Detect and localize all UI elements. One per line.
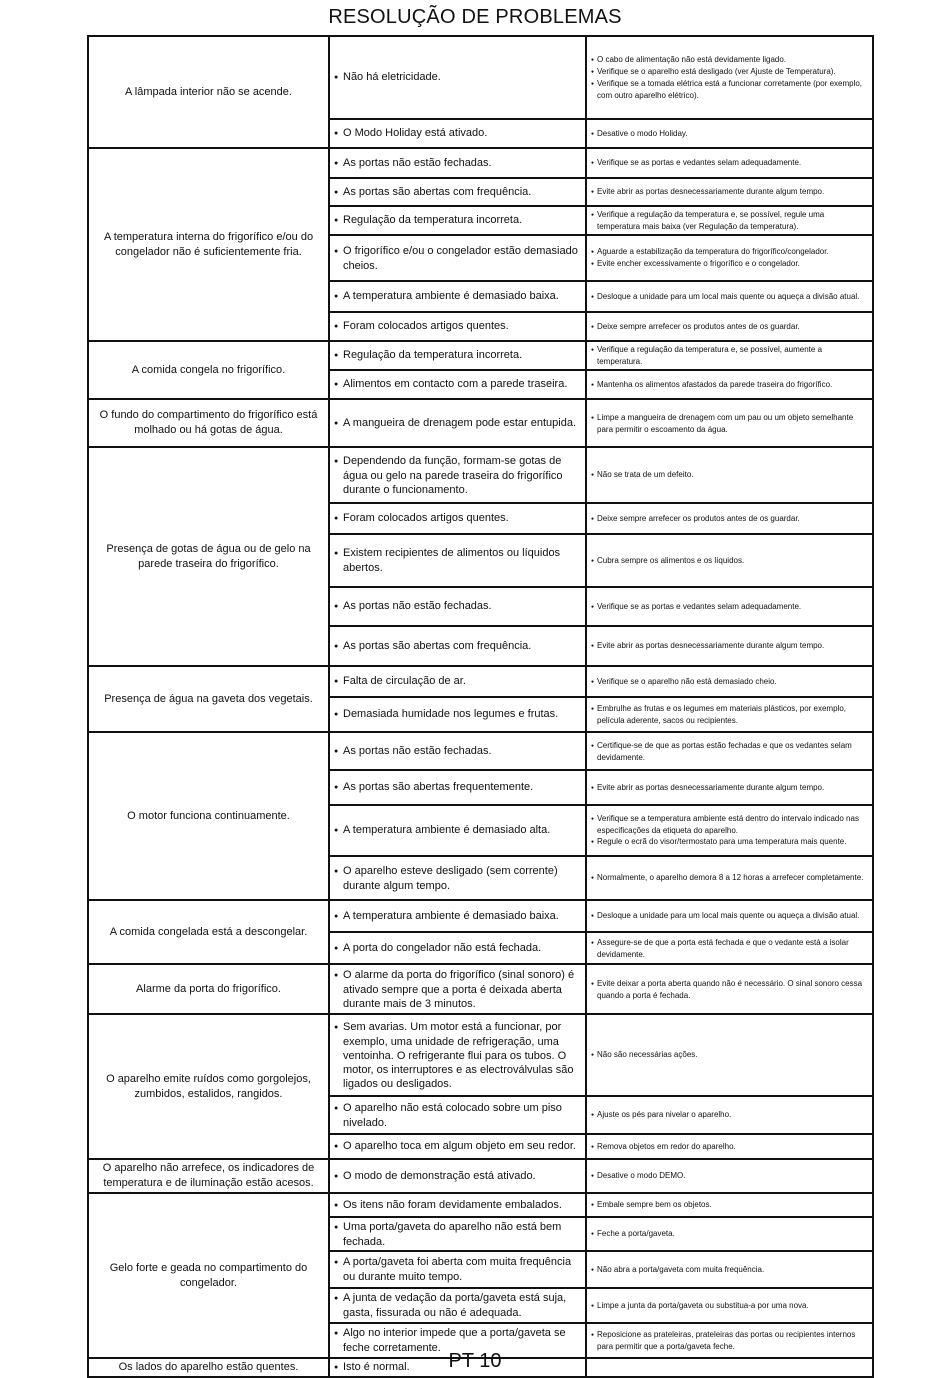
solution-cell <box>586 626 873 666</box>
solution-cell <box>586 206 873 235</box>
solution-text: ● Regule o ecrã do visor/termostato para uma temperatura mais quente. <box>591 836 868 848</box>
cause-cell <box>329 666 586 697</box>
cause-text: ● Falta de circulação de ar. <box>334 674 581 689</box>
cause-text: ● As portas são abertas frequentemente. <box>334 780 581 795</box>
solution-cell <box>586 1159 873 1193</box>
solution-text: ● Evite encher excessivamente o frigorífico e o congelador. <box>591 258 868 270</box>
cause-cell <box>329 1096 586 1134</box>
cause-cell <box>329 178 586 206</box>
solution-text: ● Deixe sempre arrefecer os produtos antes de os guardar. <box>591 513 868 525</box>
solution-cell <box>586 534 873 587</box>
cause-cell <box>329 587 586 626</box>
solution-text: ● Verifique a regulação da temperatura e, se possível, regule uma temperatura mais baixa (ver Regulação da temperatura). <box>591 209 868 232</box>
cause-cell <box>329 1159 586 1193</box>
cause-cell <box>329 932 586 964</box>
solution-cell <box>586 119 873 148</box>
cause-cell <box>329 370 586 399</box>
solution-cell <box>586 697 873 732</box>
solution-cell <box>586 1251 873 1288</box>
cause-cell <box>329 626 586 666</box>
cause-cell <box>329 281 586 312</box>
table-row <box>88 1159 873 1193</box>
cause-text: ● O alarme da porta do frigorífico (sinal sonoro) é ativado sempre que a porta é deixada aberta durante mais de 3 minutos. <box>334 968 581 1011</box>
solution-text: ● Embrulhe as frutas e os legumes em materiais plásticos, por exemplo, película aderente, sacos ou recipientes. <box>591 703 868 726</box>
solution-text: ● Evite abrir as portas desnecessariamente durante algum tempo. <box>591 186 868 198</box>
cause-text: ● Demasiada humidade nos legumes e frutas. <box>334 707 581 722</box>
solution-cell <box>586 148 873 178</box>
solution-cell <box>586 235 873 281</box>
solution-text: ● Verifique se a temperatura ambiente está dentro do intervalo indicado nas especificações da etiqueta do aparelho. <box>591 813 868 836</box>
cause-text: ● As portas não estão fechadas. <box>334 599 581 614</box>
solution-text: ● Desative o modo Holiday. <box>591 128 868 140</box>
solution-cell <box>586 1096 873 1134</box>
cause-text: ● A junta de vedação da porta/gaveta está suja, gasta, fissurada ou não é adequada. <box>334 1291 581 1320</box>
problem-cell: Os lados do aparelho estão quentes. <box>88 1358 329 1377</box>
cause-cell <box>329 900 586 932</box>
cause-text: ● A temperatura ambiente é demasiado baixa. <box>334 289 581 304</box>
cause-cell <box>329 1217 586 1251</box>
page-title: RESOLUÇÃO DE PROBLEMAS <box>328 6 622 28</box>
problem-cell: Alarme da porta do frigorífico. <box>88 964 329 1014</box>
cause-text: ● A mangueira de drenagem pode estar entupida. <box>334 416 581 431</box>
solution-cell <box>586 666 873 697</box>
problem-cell: Presença de gotas de água ou de gelo na parede traseira do frigorífico. <box>88 447 329 666</box>
cause-text: ● O frigorífico e/ou o congelador estão demasiado cheios. <box>334 244 581 273</box>
problem-cell: Gelo forte e geada no compartimento do congelador. <box>88 1193 329 1358</box>
problem-cell: O aparelho não arrefece, os indicadores de temperatura e de iluminação estão acesos. <box>88 1159 329 1193</box>
problem-cell: A lâmpada interior não se acende. <box>88 36 329 148</box>
cause-text: ● As portas não estão fechadas. <box>334 744 581 759</box>
solution-text: ● Cubra sempre os alimentos e os líquidos. <box>591 555 868 567</box>
problem-cell: A comida congelada está a descongelar. <box>88 900 329 964</box>
problem-cell: O fundo do compartimento do frigorífico está molhado ou há gotas de água. <box>88 399 329 447</box>
cause-cell <box>329 1014 586 1096</box>
cause-cell <box>329 447 586 503</box>
cause-cell <box>329 312 586 341</box>
solution-cell <box>586 932 873 964</box>
cause-cell <box>329 503 586 534</box>
solution-cell <box>586 1193 873 1217</box>
solution-cell <box>586 770 873 805</box>
cause-text: ● Algo no interior impede que a porta/gaveta se feche corretamente. <box>334 1326 581 1355</box>
solution-text: ● Evite abrir as portas desnecessariamente durante algum tempo. <box>591 640 868 652</box>
solution-text: ● Aguarde a estabilização da temperatura do frigorífico/congelador. <box>591 246 868 258</box>
solution-text: ● Embale sempre bem os objetos. <box>591 1199 868 1211</box>
solution-text: ● Feche a porta/gaveta. <box>591 1228 868 1240</box>
cause-cell <box>329 697 586 732</box>
table-row <box>88 399 873 447</box>
solution-cell <box>586 1217 873 1251</box>
problem-cell: A comida congela no frigorífico. <box>88 341 329 399</box>
cause-text: ● Isto é normal. <box>334 1360 581 1375</box>
solution-text: ● Não se trata de um defeito. <box>591 469 868 481</box>
cause-text: ● Regulação da temperatura incorreta. <box>334 213 581 228</box>
solution-text: ● Verifique se as portas e vedantes selam adequadamente. <box>591 157 868 169</box>
solution-text: ● Remova objetos em redor do aparelho. <box>591 1141 868 1153</box>
cause-cell <box>329 36 586 119</box>
cause-text: ● As portas não estão fechadas. <box>334 156 581 171</box>
cause-text: ● O aparelho não está colocado sobre um piso nivelado. <box>334 1101 581 1130</box>
solution-cell <box>586 1134 873 1159</box>
cause-cell <box>329 1193 586 1217</box>
table-row <box>88 1193 873 1217</box>
solution-text: ● Evite abrir as portas desnecessariamente durante algum tempo. <box>591 782 868 794</box>
cause-text: ● Alimentos em contacto com a parede traseira. <box>334 377 581 392</box>
table-row <box>88 900 873 932</box>
solution-cell <box>586 732 873 770</box>
solution-text: ● Desative o modo DEMO. <box>591 1170 868 1182</box>
cause-cell <box>329 1134 586 1159</box>
table-row <box>88 148 873 178</box>
cause-cell <box>329 148 586 178</box>
cause-cell <box>329 1251 586 1288</box>
solution-text: ● Certifique-se de que as portas estão fechadas e que os vedantes selam devidamente. <box>591 740 868 763</box>
solution-cell <box>586 856 873 900</box>
table-row <box>88 36 873 119</box>
solution-text: ● Deixe sempre arrefecer os produtos antes de os guardar. <box>591 321 868 333</box>
troubleshooting-table <box>87 35 874 1378</box>
cause-text: ● Os itens não foram devidamente embalados. <box>334 1198 581 1213</box>
problem-cell: Presença de água na gaveta dos vegetais. <box>88 666 329 732</box>
cause-text: ● A porta/gaveta foi aberta com muita frequência ou durante muito tempo. <box>334 1255 581 1284</box>
solution-cell <box>586 281 873 312</box>
table-row <box>88 964 873 1014</box>
cause-cell <box>329 964 586 1014</box>
cause-text: ● Regulação da temperatura incorreta. <box>334 348 581 363</box>
table-row <box>88 666 873 697</box>
solution-cell <box>586 805 873 856</box>
solution-text: ● Limpe a mangueira de drenagem com um pau ou um objeto semelhante para permitir o escoamento da água. <box>591 412 868 435</box>
cause-text: ● O Modo Holiday está ativado. <box>334 126 581 141</box>
cause-text: ● A temperatura ambiente é demasiado baixa. <box>334 909 581 924</box>
cause-text: ● Uma porta/gaveta do aparelho não está bem fechada. <box>334 1220 581 1249</box>
cause-cell <box>329 1288 586 1323</box>
solution-text: ● Desloque a unidade para um local mais quente ou aqueça a divisão atual. <box>591 910 868 922</box>
problem-cell: O aparelho emite ruídos como gorgolejos, zumbidos, estalidos, rangidos. <box>88 1014 329 1159</box>
cause-text: ● Existem recipientes de alimentos ou líquidos abertos. <box>334 546 581 575</box>
cause-text: ● Foram colocados artigos quentes. <box>334 319 581 334</box>
solution-cell <box>586 370 873 399</box>
troubleshooting-table-body <box>88 36 873 1377</box>
solution-text: ● Verifique se o aparelho não está demasiado cheio. <box>591 676 868 688</box>
solution-cell <box>586 399 873 447</box>
cause-text: ● Foram colocados artigos quentes. <box>334 511 581 526</box>
cause-text: ● O aparelho toca em algum objeto em seu redor. <box>334 1139 581 1154</box>
cause-cell <box>329 732 586 770</box>
cause-text: ● Não há eletricidade. <box>334 70 581 85</box>
cause-text: ● Dependendo da função, formam-se gotas de água ou gelo na parede traseira do frigorífico durante o funcionamento. <box>334 454 581 497</box>
table-row <box>88 341 873 370</box>
cause-cell <box>329 805 586 856</box>
cause-text: ● Sem avarias. Um motor está a funcionar, por exemplo, uma unidade de refrigeração, uma ventoinha. O refrigerante flui para os tubos. O motor, os interruptores e as electroválvulas são ligados ou desligados. <box>334 1020 581 1091</box>
cause-text: ● As portas são abertas com frequência. <box>334 185 581 200</box>
cause-cell <box>329 341 586 370</box>
solution-text: ● Verifique a regulação da temperatura e, se possível, aumente a temperatura. <box>591 344 868 367</box>
cause-text: ● O aparelho esteve desligado (sem corrente) durante algum tempo. <box>334 864 581 893</box>
solution-text: ● Desloque a unidade para um local mais quente ou aqueça a divisão atual. <box>591 291 868 303</box>
cause-text: ● As portas são abertas com frequência. <box>334 639 581 654</box>
solution-text: ● Limpe a junta da porta/gaveta ou substitua-a por uma nova. <box>591 1300 868 1312</box>
solution-cell <box>586 964 873 1014</box>
solution-cell <box>586 36 873 119</box>
table-row <box>88 1014 873 1096</box>
page-number: PT 10 <box>448 1350 502 1372</box>
cause-cell <box>329 206 586 235</box>
cause-cell <box>329 770 586 805</box>
solution-text: ● Ajuste os pés para nivelar o aparelho. <box>591 1109 868 1121</box>
cause-text: ● A temperatura ambiente é demasiado alta. <box>334 823 581 838</box>
cause-cell <box>329 534 586 587</box>
solution-text: ● Normalmente, o aparelho demora 8 a 12 horas a arrefecer completamente. <box>591 872 868 884</box>
problem-cell: A temperatura interna do frigorífico e/ou do congelador não é suficientemente fria. <box>88 148 329 341</box>
solution-text: ● Reposicione as prateleiras, prateleiras das portas ou recipientes internos para permitir que a porta/gaveta feche. <box>591 1329 868 1352</box>
cause-cell <box>329 119 586 148</box>
cause-cell <box>329 856 586 900</box>
solution-cell <box>586 587 873 626</box>
solution-cell <box>586 341 873 370</box>
solution-cell <box>586 312 873 341</box>
solution-cell <box>586 1014 873 1096</box>
solution-cell <box>586 1288 873 1323</box>
solution-cell <box>586 178 873 206</box>
cause-cell <box>329 399 586 447</box>
solution-text: ● Verifique se as portas e vedantes selam adequadamente. <box>591 601 868 613</box>
cause-cell <box>329 235 586 281</box>
cause-text: ● A porta do congelador não está fechada. <box>334 941 581 956</box>
solution-text: ● Verifique se o aparelho está desligado (ver Ajuste de Temperatura). <box>591 66 868 78</box>
solution-text: ● Evite deixar a porta aberta quando não é necessário. O sinal sonoro cessa quando a porta é fechada. <box>591 978 868 1001</box>
solution-text: ● Não abra a porta/gaveta com muita frequência. <box>591 1264 868 1276</box>
table-row <box>88 447 873 503</box>
solution-text: ● O cabo de alimentação não está devidamente ligado. <box>591 54 868 66</box>
solution-cell <box>586 447 873 503</box>
solution-text: ● Verifique se a tomada elétrica está a funcionar corretamente (por exemplo, com outro aparelho elétrico). <box>591 78 868 101</box>
cause-text: ● O modo de demonstração está ativado. <box>334 1169 581 1184</box>
table-row <box>88 732 873 770</box>
solution-text: ● Não são necessárias ações. <box>591 1049 868 1061</box>
solution-cell <box>586 503 873 534</box>
solution-cell <box>586 900 873 932</box>
solution-text: ● Assegure-se de que a porta está fechada e que o vedante está a isolar devidamente. <box>591 937 868 960</box>
problem-cell: O motor funciona continuamente. <box>88 732 329 900</box>
solution-text: ● Mantenha os alimentos afastados da parede traseira do frigorífico. <box>591 379 868 391</box>
